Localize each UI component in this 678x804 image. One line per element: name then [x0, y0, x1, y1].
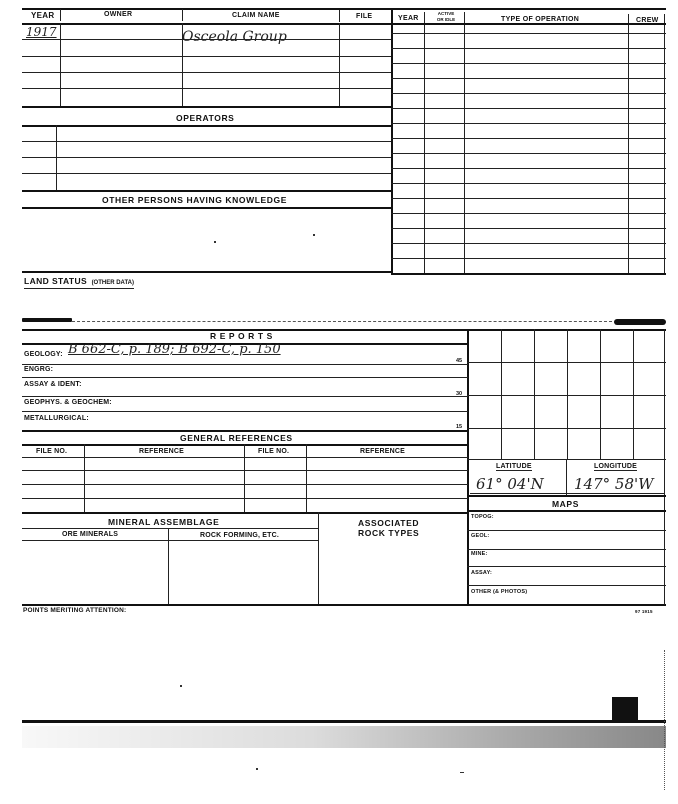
- associated-label: ASSOCIATED: [358, 518, 420, 528]
- row-line: [22, 190, 391, 192]
- activity-row-line: [391, 63, 666, 64]
- scan-noise-strip: [22, 726, 666, 748]
- other-persons-rule: [22, 207, 391, 209]
- smudge-right: [614, 319, 666, 325]
- reports-right-border: [467, 329, 469, 605]
- top-section-bottom: [22, 271, 393, 273]
- topog-label: TOPOG:: [471, 514, 494, 520]
- activity-row-line: [391, 138, 666, 139]
- latlong-sep: [566, 459, 567, 495]
- reports-top-border: [22, 329, 666, 331]
- mineral-rule: [22, 528, 318, 529]
- col-sep: [60, 23, 61, 108]
- rock-types-label: ROCK TYPES: [358, 528, 420, 538]
- ref-bottom: [22, 512, 468, 514]
- maps-rule: [467, 510, 666, 512]
- latitude-label: LATITUDE: [496, 463, 532, 470]
- reports-num-45: 45: [456, 358, 463, 364]
- other-persons-heading: OTHER PERSONS HAVING KNOWLEDGE: [102, 195, 288, 205]
- row-line: [22, 173, 391, 174]
- ref-col-sep: [306, 444, 307, 512]
- metallurgical-label: METALLURGICAL:: [24, 415, 89, 422]
- stray-mark: [180, 685, 182, 687]
- activity-row-line: [391, 78, 666, 79]
- grid-col: [600, 329, 601, 459]
- mineral-assemblage-heading: MINERAL ASSEMBLAGE: [108, 517, 220, 527]
- activity-row-line: [391, 183, 666, 184]
- col-sep: [339, 23, 340, 108]
- ore-minerals-header: ORE MINERALS: [62, 531, 119, 538]
- rock-forming-header: ROCK FORMING, ETC.: [200, 532, 280, 539]
- header-year-2: YEAR: [398, 15, 419, 22]
- header-crew: CREW: [636, 17, 659, 24]
- maps-line: [467, 585, 666, 586]
- header-owner: OWNER: [104, 11, 133, 18]
- file-no-header-2: FILE NO.: [258, 448, 290, 455]
- activity-row-line: [391, 168, 666, 169]
- ref-line: [22, 470, 468, 471]
- row-line: [22, 88, 391, 89]
- engrg-label: ENGRG:: [24, 366, 54, 373]
- activity-row-line: [391, 93, 666, 94]
- scan-edge: [664, 650, 665, 790]
- col-sep-active: [424, 12, 425, 274]
- divider-main: [391, 10, 393, 274]
- lower-bottom: [22, 604, 666, 606]
- geol-label: GEOL:: [471, 533, 490, 539]
- reports-bottom: [22, 430, 468, 432]
- row-line: [22, 39, 391, 40]
- file-no-header: FILE NO.: [36, 448, 68, 455]
- mineral-right-sep: [318, 512, 319, 605]
- activity-row-line: [391, 213, 666, 214]
- col-sep: [182, 23, 183, 108]
- grid-col: [501, 329, 502, 459]
- right-edge: [664, 14, 665, 274]
- mine-label: MINE:: [471, 551, 488, 557]
- general-references-rule: [22, 444, 468, 446]
- header-rule: [22, 23, 666, 25]
- row-line: [22, 56, 391, 57]
- stray-mark: [214, 241, 216, 243]
- points-meriting-attention: POINTS MERITING ATTENTION:: [23, 607, 127, 614]
- row-line: [22, 106, 391, 108]
- ref-line: [22, 457, 468, 458]
- general-references-heading: GENERAL REFERENCES: [180, 433, 293, 443]
- reference-header-2: REFERENCE: [360, 448, 405, 455]
- activity-row-line: [391, 123, 666, 124]
- operators-rule: [22, 125, 391, 127]
- reports-line: [22, 396, 468, 397]
- col-sep-crew: [628, 14, 629, 274]
- geophys-label: GEOPHYS. & GEOCHEM:: [24, 399, 112, 406]
- geology-value: B 662-C, p. 189; B 692-C, p. 150: [68, 342, 281, 357]
- activity-row-line: [391, 153, 666, 154]
- maps-top: [467, 495, 666, 497]
- header-file: FILE: [356, 13, 373, 20]
- reports-line: [22, 377, 468, 378]
- operators-heading: OPERATORS: [176, 113, 235, 123]
- header-year: YEAR: [31, 11, 55, 20]
- grid-row: [467, 362, 666, 363]
- grid-col: [567, 329, 568, 459]
- entry-year: 1917: [26, 25, 57, 39]
- col-sep-type: [464, 12, 465, 274]
- maps-line: [467, 549, 666, 550]
- header-sep: [339, 10, 340, 22]
- entry-claim-name: Osceola Group: [182, 29, 287, 45]
- grid-col: [633, 329, 634, 459]
- activity-row-line: [391, 243, 666, 244]
- ref-col-sep: [84, 444, 85, 512]
- reports-line: [22, 411, 468, 412]
- activity-row-line: [391, 108, 666, 109]
- land-status-other-data: (OTHER DATA): [91, 280, 134, 286]
- form-number: 97 1915: [635, 609, 653, 614]
- land-status-label: LAND STATUS: [24, 276, 88, 286]
- activity-row-line: [391, 228, 666, 229]
- row-line: [22, 72, 391, 73]
- maps-line: [467, 530, 666, 531]
- grid-col: [534, 329, 535, 459]
- header-sep: [182, 9, 183, 21]
- header-sep: [60, 9, 61, 21]
- ref-col-sep: [244, 444, 245, 512]
- row-line: [22, 141, 391, 142]
- header-type-of-operation: TYPE OF OPERATION: [501, 16, 580, 23]
- activity-bottom: [391, 273, 666, 275]
- maps-heading: MAPS: [552, 499, 579, 509]
- ref-line: [22, 484, 468, 485]
- reports-num-30: 30: [456, 391, 463, 397]
- grid-right-edge: [664, 329, 665, 605]
- stray-mark: [313, 234, 315, 236]
- top-border: [22, 8, 666, 10]
- longitude-label: LONGITUDE: [594, 463, 638, 470]
- header-active: ACTIVE: [437, 11, 455, 16]
- reports-line: [22, 364, 468, 365]
- latlong-underline: [470, 493, 664, 494]
- maps-line: [467, 566, 666, 567]
- grid-row: [467, 428, 666, 429]
- stray-mark: [460, 772, 464, 773]
- mineral-rule-2: [22, 540, 318, 541]
- ref-line: [22, 498, 468, 499]
- activity-row-line: [391, 198, 666, 199]
- geology-label: GEOLOGY:: [24, 351, 63, 358]
- row-line: [22, 157, 391, 158]
- header-or-idle: OR IDLE: [436, 17, 456, 22]
- activity-row-line: [391, 33, 666, 34]
- operators-col-sep: [56, 125, 57, 191]
- assay-map-label: ASSAY:: [471, 570, 493, 576]
- other-photos-label: OTHER (& PHOTOS): [471, 589, 528, 595]
- latitude-value: 61° 04'N: [476, 475, 544, 493]
- stray-mark: [256, 768, 258, 770]
- smudge-left: [22, 318, 72, 322]
- longitude-value: 147° 58'W: [574, 475, 654, 493]
- assay-label: ASSAY & IDENT:: [24, 381, 82, 388]
- activity-row-line: [391, 258, 666, 259]
- reports-num-15: 15: [456, 424, 463, 430]
- perforation-line: [72, 321, 612, 322]
- reference-header: REFERENCE: [139, 448, 184, 455]
- header-claim-name: CLAIM NAME: [232, 12, 280, 19]
- scan-artifact-bar: [22, 720, 666, 723]
- land-status-heading: [24, 275, 134, 289]
- reports-heading: R E P O R T S: [210, 331, 273, 341]
- grid-row: [467, 395, 666, 396]
- activity-row-line: [391, 48, 666, 49]
